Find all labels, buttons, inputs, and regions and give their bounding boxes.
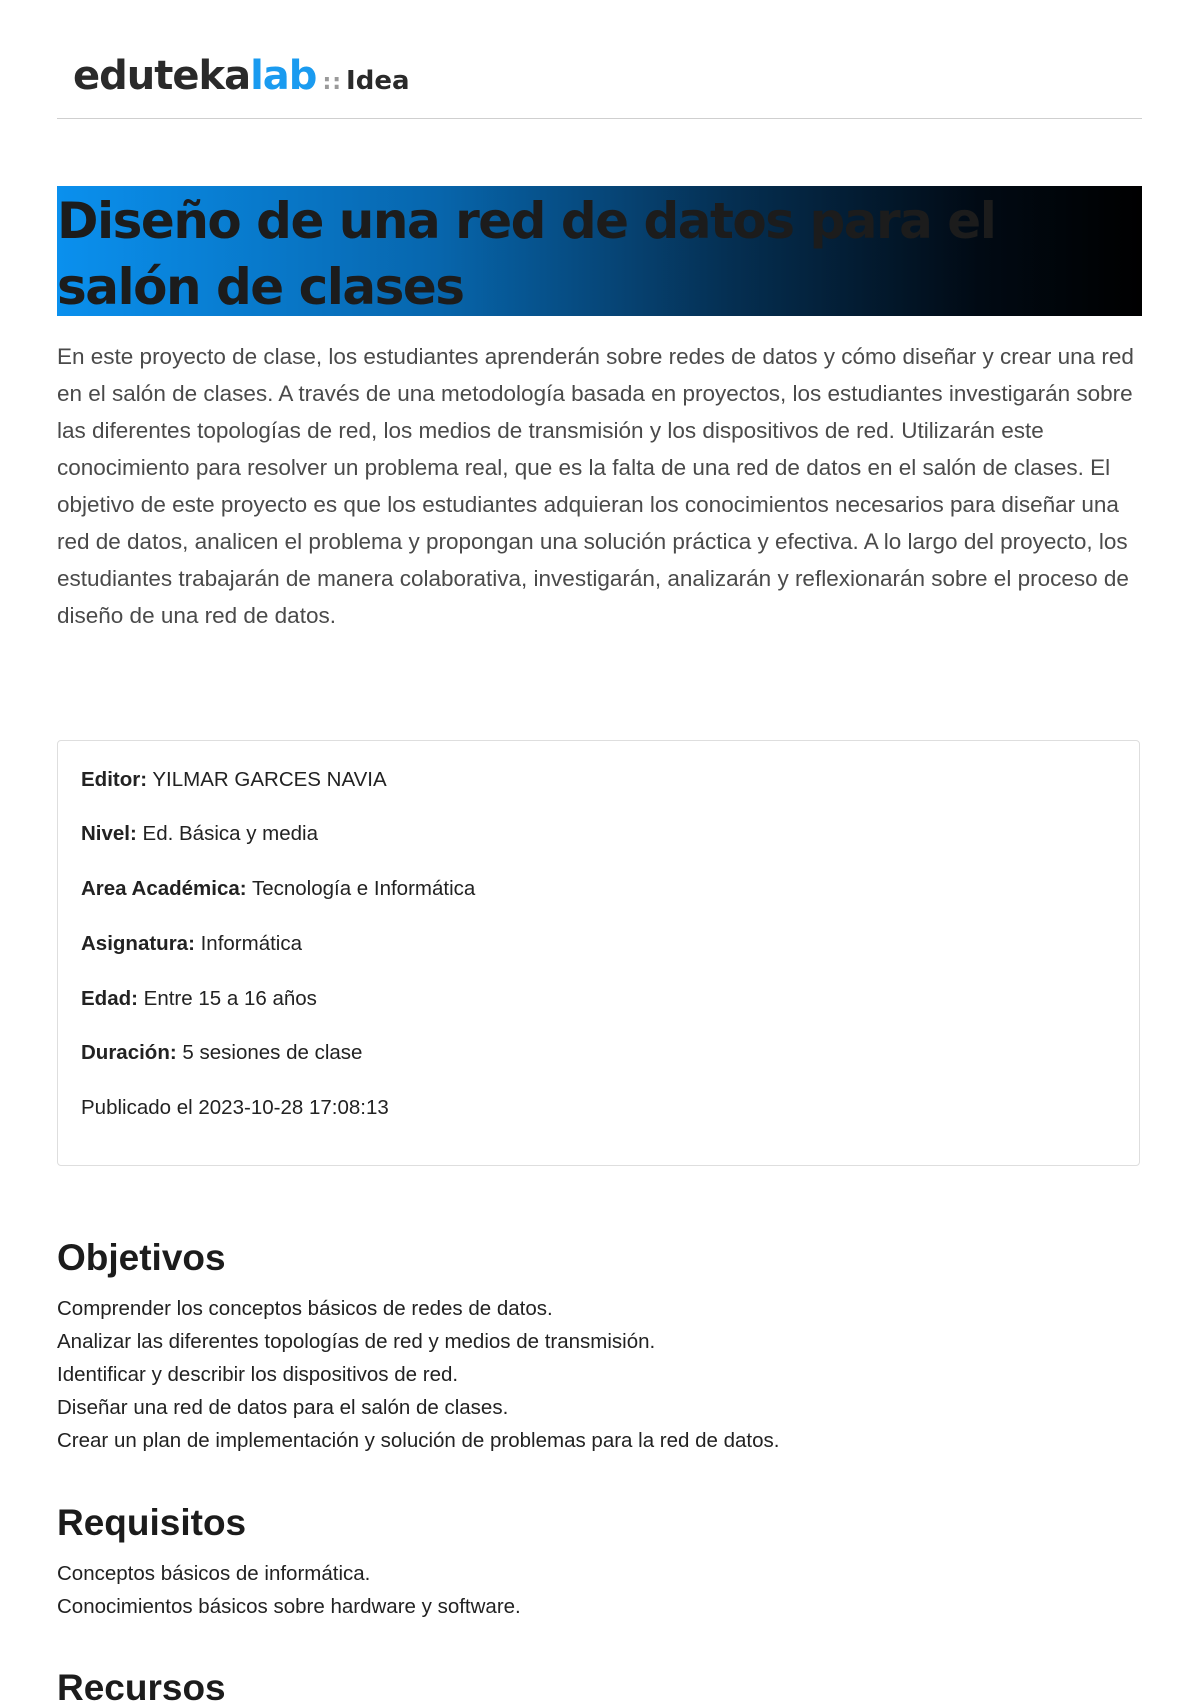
site-header <box>57 40 1142 119</box>
eduteka-lab-logo[interactable] <box>73 53 410 99</box>
meta-editor <box>81 768 387 792</box>
meta-area <box>81 877 475 901</box>
meta-area-label: Area Académica: <box>81 877 247 900</box>
meta-duracion-value: 5 sesiones de clase <box>182 1041 363 1064</box>
metadata-box <box>57 740 1140 1166</box>
objetivos-list <box>57 1292 779 1457</box>
list-item: Analizar las diferentes topologías de red y medios de transmisión. <box>57 1330 656 1353</box>
meta-asignatura-label: Asignatura: <box>81 932 195 955</box>
requisitos-list <box>57 1557 521 1623</box>
intro-paragraph: En este proyecto de clase, los estudiantes aprenderán sobre redes de datos y cómo diseñar y crear una red en el salón de clases. A través de una metodología basada en proyectos, los estudiantes investigarán sobre las diferentes topologías de red, los medios de transmisión y los dispositivos de red. Utilizarán este conocimiento para resolver un problema real, que es la falta de una red de datos en el salón de clases. El objetivo de este proyecto es que los estudiantes adquieran los conocimientos necesarios para diseñar una red de datos, analicen el problema y propongan una solución práctica y efectiva. A lo largo del proyecto, los estudiantes trabajarán de manera colaborativa, investigarán, analizarán y reflexionarán sobre el proceso de diseño de una red de datos. <box>57 344 1134 628</box>
meta-editor-label: Editor: <box>81 768 148 791</box>
meta-publicado: Publicado el 2023-10-28 17:08:13 <box>81 1096 389 1119</box>
meta-editor-value: YILMAR GARCES NAVIA <box>152 768 387 791</box>
heading-recursos: Recursos <box>57 1667 226 1708</box>
logo-word-eduteka: eduteka <box>73 53 251 99</box>
meta-nivel-value: Ed. Básica y media <box>142 822 319 845</box>
logo-separator: :: <box>322 70 343 95</box>
page-title: Diseño de una red de datos para el salón de clases <box>57 192 996 316</box>
list-item: Identificar y describir los dispositivos de red. <box>57 1363 459 1386</box>
logo-section-idea: Idea <box>346 66 410 96</box>
meta-edad-label: Edad: <box>81 987 138 1010</box>
meta-duracion-label: Duración: <box>81 1041 177 1064</box>
list-item: Diseñar una red de datos para el salón de clases. <box>57 1396 509 1419</box>
meta-nivel <box>81 822 318 846</box>
meta-asignatura <box>81 932 302 956</box>
meta-duracion <box>81 1041 362 1065</box>
meta-edad <box>81 987 317 1011</box>
list-item: Conceptos básicos de informática. <box>57 1562 371 1585</box>
meta-asignatura-value: Informática <box>200 932 303 955</box>
meta-nivel-label: Nivel: <box>81 822 137 845</box>
heading-requisitos: Requisitos <box>57 1502 247 1543</box>
heading-objetivos: Objetivos <box>57 1237 226 1278</box>
meta-area-value: Tecnología e Informática <box>251 877 476 900</box>
list-item: Crear un plan de implementación y solución de problemas para la red de datos. <box>57 1429 780 1452</box>
logo-word-lab: lab <box>250 53 317 99</box>
meta-edad-value: Entre 15 a 16 años <box>143 987 317 1010</box>
list-item: Conocimientos básicos sobre hardware y software. <box>57 1595 521 1618</box>
list-item: Comprender los conceptos básicos de redes de datos. <box>57 1297 553 1320</box>
